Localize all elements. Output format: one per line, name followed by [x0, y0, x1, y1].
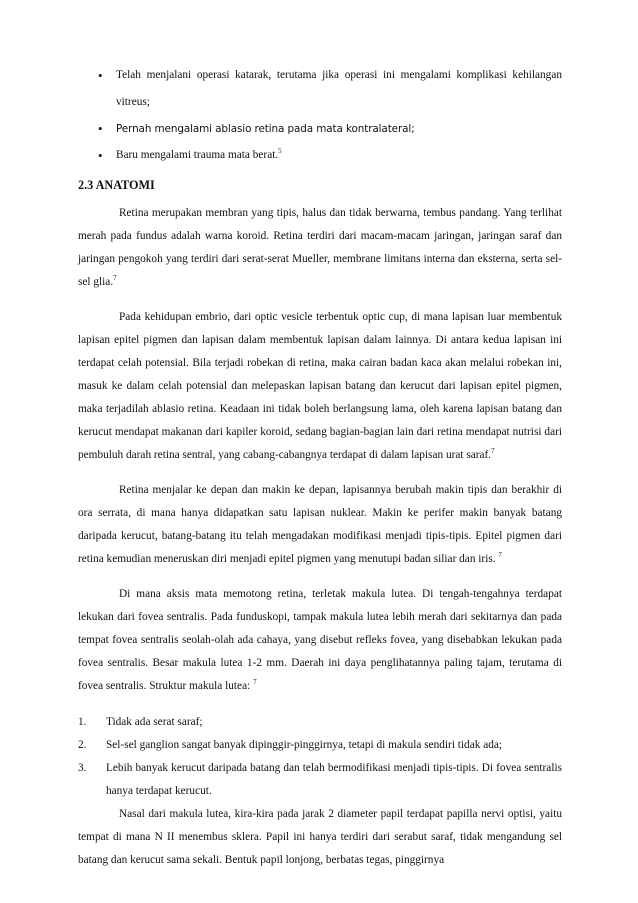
- list-item: [78, 142, 562, 169]
- bullet-icon: •: [98, 68, 103, 83]
- citation-superscript: 7: [113, 274, 117, 283]
- list-item-text: Pernah mengalami ablasio retina pada mata kontralateral;: [116, 123, 415, 135]
- list-item-text: Telah menjalani operasi katarak, terutama jika operasi ini mengalami komplikasi kehilangan vitreus;: [116, 69, 562, 108]
- paragraph-text: Nasal dari makula lutea, kira-kira pada jarak 2 diameter papil terdapat papilla nervi optisi, yaitu tempat di mana N II menembus sklera. Papil ini hanya terdiri dari serabut saraf, tidak mengandung sel batang dan kerucut sama sekali. Bentuk papil lonjong, berbatas tegas, pinggirnya: [78, 808, 562, 866]
- list-number: 3.: [78, 762, 87, 774]
- paragraph: [78, 803, 562, 872]
- citation-superscript: 7: [253, 678, 257, 687]
- section-body: [78, 202, 562, 872]
- list-number: 2.: [78, 739, 87, 751]
- list-item: [78, 711, 562, 734]
- list-item: [78, 116, 562, 142]
- list-item-text: Sel-sel ganglion sangat banyak dipinggir-pinggirnya, tetapi di makula sendiri tidak ada;: [106, 739, 503, 751]
- paragraph: [78, 479, 562, 571]
- list-item-text: Tidak ada serat saraf;: [106, 716, 203, 728]
- macula-structure-list: [78, 711, 562, 803]
- paragraph: [78, 202, 562, 294]
- list-item-text: Lebih banyak kerucut daripada batang dan telah bermodifikasi menjadi tipis-tipis. Di fovea sentralis hanya terdapat kerucut.: [106, 762, 562, 797]
- paragraph-text: Retina merupakan membran yang tipis, halus dan tidak berwarna, tembus pandang. Yang terlihat merah pada fundus adalah warna koroid. Retina terdiri dari macam-macam jaringan, jaringan saraf dan jaringan pengokoh yang terdiri dari serat-serat Mueller, membrane limitans interna dan eksterna, serta sel-sel glia.: [78, 207, 562, 288]
- list-item: [78, 757, 562, 803]
- list-number: 1.: [78, 716, 87, 728]
- list-item: [78, 62, 562, 116]
- list-item-text: Baru mengalami trauma mata berat.: [116, 149, 279, 161]
- risk-factor-list: [78, 62, 562, 169]
- paragraph-text: Pada kehidupan embrio, dari optic vesicle terbentuk optic cup, di mana lapisan luar membentuk lapisan epitel pigmen dan lapisan dalam membentuk lapisan dalam lainnya. Di antara kedua lapisan ini terdapat celah potensial. Bila terjadi robekan di retina, maka cairan badan kaca akan melalui robekan ini, masuk ke dalam celah potensial dan melepaskan lapisan batang dan kerucut dari lapisan epitel pigmen, maka terjadilah ablasio retina. Keadaan ini tidak boleh berlangsung lama, oleh karena lapisan batang dan kerucut mendapat makanan dari kapiler koroid, sedang bagian-bagian lain dari retina mendapat nutrisi dari pembuluh darah retina sentral, yang cabang-cabangnya terdapat di dalam lapisan urat saraf.: [78, 311, 562, 461]
- bullet-icon: •: [98, 148, 103, 163]
- paragraph: [78, 583, 562, 698]
- list-item: [78, 734, 562, 757]
- citation-superscript: 5: [278, 147, 282, 156]
- citation-superscript: 7: [498, 551, 502, 560]
- bullet-icon: •: [98, 121, 103, 136]
- citation-superscript: 7: [491, 447, 495, 456]
- paragraph-text: Di mana aksis mata memotong retina, terletak makula lutea. Di tengah-tengahnya terdapat lekukan dari fovea sentralis. Pada funduskopi, tampak makula lutea lebih merah dari sekitarnya dan pada tempat fovea sentralis seolah-olah ada cahaya, yang disebut refleks fovea, yang disebabkan lekukan pada fovea sentralis. Besar makula lutea 1-2 mm. Daerah ini daya penglihatannya paling tajam, terutama di fovea sentralis. Struktur makula lutea:: [78, 588, 562, 692]
- paragraph-text: Retina menjalar ke depan dan makin ke depan, lapisannya berubah makin tipis dan berakhir di ora serrata, di mana hanya didapatkan satu lapisan nuklear. Makin ke perifer makin banyak batang daripada kerucut, batang-batang itu telah mengadakan modifikasi menjadi tipis-tipis. Epitel pigmen dari retina kemudian meneruskan diri menjadi epitel pigmen yang menutupi badan siliar dan iris.: [78, 484, 562, 565]
- section-heading: 2.3 ANATOMI: [78, 178, 155, 192]
- paragraph: [78, 306, 562, 467]
